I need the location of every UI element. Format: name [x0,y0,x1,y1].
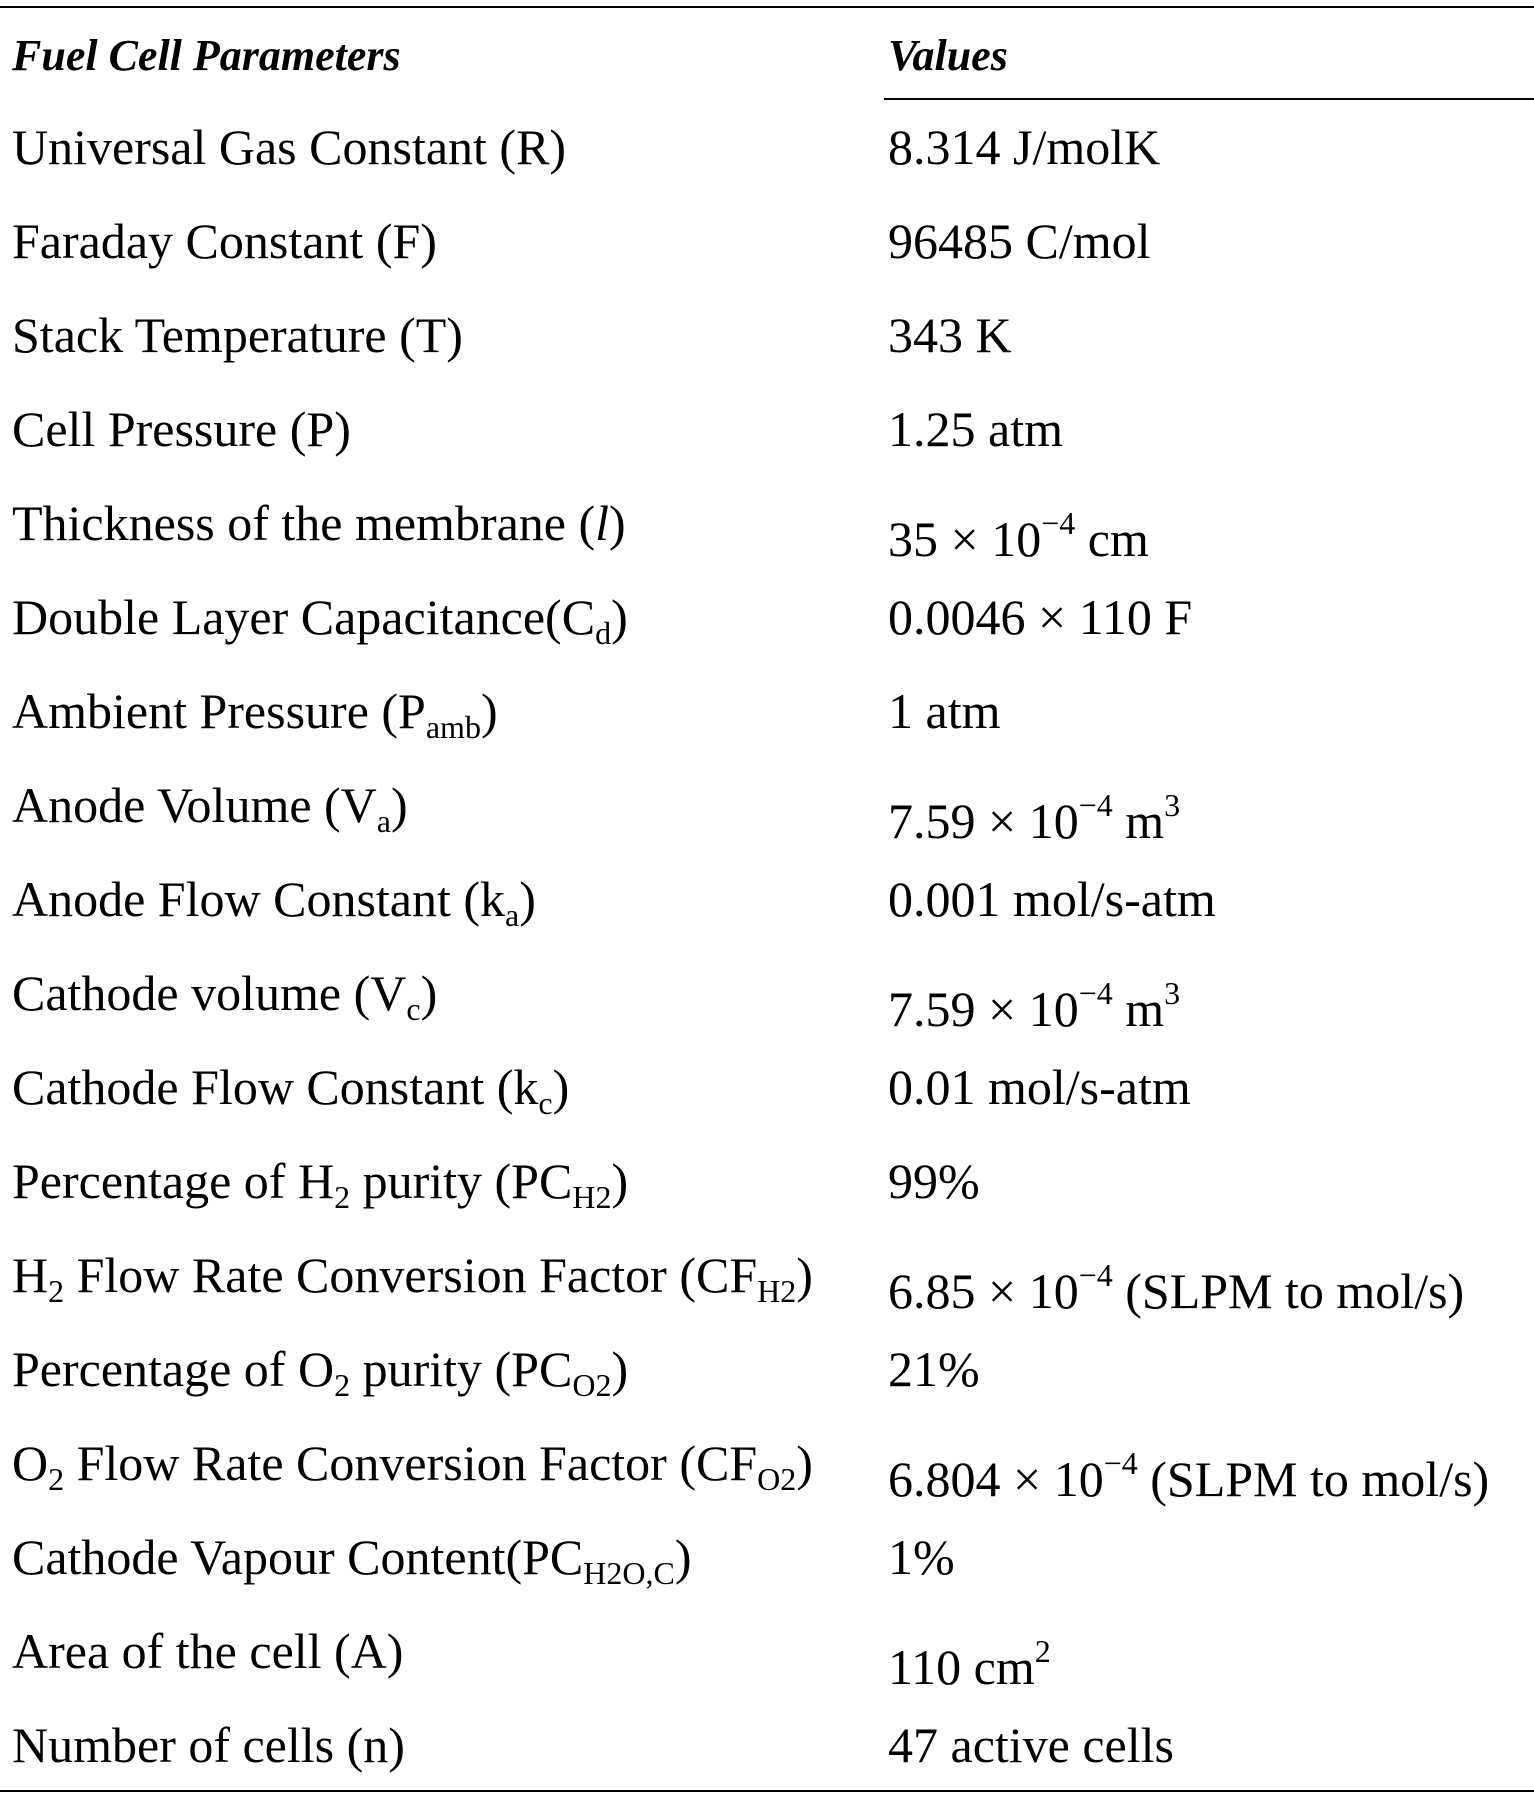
parameter-subscript: 2 [48,1461,65,1497]
value-text: 1 atm [888,683,1001,739]
parameter-subscript: 2 [334,1179,351,1215]
parameter-subscript: d [595,615,612,651]
parameter-text: ) [611,589,628,645]
parameter-text: Anode Flow Constant (k [12,871,506,927]
parameter-text: Flow Rate Conversion Factor (CF [64,1247,758,1303]
parameter-subscript: a [376,803,391,839]
parameter-cell [12,1698,405,1792]
parameter-text: ) [420,965,438,1021]
value-text: 47 active cells [888,1717,1174,1773]
parameter-subscript: 2 [334,1367,351,1403]
value-superscript: −4 [1078,975,1113,1011]
table-row [0,570,1534,664]
table-row [0,382,1534,476]
value-text: 6.85 × 10 [888,1263,1079,1319]
value-text: 21% [888,1341,980,1397]
parameter-text: Cathode Flow Constant (k [12,1059,539,1115]
value-superscript: 2 [1034,1633,1051,1669]
parameter-cell [12,382,351,476]
parameter-subscript: H2O,C [583,1555,675,1591]
value-superscript: 3 [1164,787,1181,823]
value-cell [888,1134,980,1228]
value-text: m [1112,981,1165,1037]
value-text: 0.001 mol/s-atm [888,871,1216,927]
table-row [0,1134,1534,1228]
value-text: 1% [888,1529,955,1585]
parameter-cell [12,476,626,570]
value-text: 96485 C/mol [888,213,1151,269]
parameter-text: Ambient Pressure (P [12,683,426,739]
value-text: 343 K [888,307,1012,363]
table-row [0,476,1534,570]
parameter-text: ) [611,1153,629,1209]
parameter-subscript: H2 [572,1179,612,1215]
parameter-symbol: l [595,495,610,551]
value-text: 1.25 atm [888,401,1063,457]
parameter-subscript: O2 [757,1461,797,1497]
value-superscript: −4 [1041,505,1076,541]
column-header-parameters: Fuel Cell Parameters [12,31,401,80]
parameter-text: Cathode volume (V [12,965,407,1021]
table-row [0,1322,1534,1416]
value-text: 8.314 J/molK [888,119,1161,175]
value-cell [888,1510,955,1604]
value-text: 7.59 × 10 [888,981,1079,1037]
parameter-text: ) [609,495,626,551]
value-cell [888,1040,1191,1134]
parameter-cell [12,288,463,382]
table-row [0,1604,1534,1698]
parameter-text: ) [519,871,536,927]
table-row [0,1228,1534,1322]
column-header-values: Values [888,31,1008,80]
parameter-text: Number of cells (n) [12,1717,405,1773]
table-row [0,1698,1534,1792]
value-text: 0.01 mol/s-atm [888,1059,1191,1115]
parameter-text: ) [674,1529,692,1585]
value-cell [888,288,1012,382]
table-row [0,758,1534,852]
value-text: 6.804 × 10 [888,1451,1104,1507]
value-cell [888,1322,980,1416]
parameter-text: Anode Volume (V [12,777,377,833]
parameter-text: Thickness of the membrane ( [12,495,596,551]
parameter-text: ) [796,1435,813,1491]
parameter-text: purity (PC [350,1341,573,1397]
value-cell [888,194,1151,288]
parameter-text: H [12,1247,49,1303]
parameter-subscript: c [406,991,421,1027]
parameter-text: ) [611,1341,629,1397]
value-text: 99% [888,1153,980,1209]
parameter-text: purity (PC [350,1153,573,1209]
parameter-subscript: 2 [48,1273,65,1309]
parameter-text: Faraday Constant (F) [12,213,437,269]
value-superscript: −4 [1078,1257,1113,1293]
parameter-text: O [12,1435,49,1491]
parameter-text: Double Layer Capacitance(C [12,589,596,645]
value-text: cm [1075,511,1149,567]
parameter-text: Stack Temperature (T) [12,307,463,363]
value-text: 0.0046 × 110 F [888,589,1193,645]
parameter-cell [12,1604,403,1698]
value-cell [888,852,1216,946]
parameter-cell [12,194,437,288]
table-row [0,852,1534,946]
table-row [0,946,1534,1040]
parameter-cell [12,100,566,194]
value-text: (SLPM to mol/s) [1112,1263,1465,1319]
parameter-text: Flow Rate Conversion Factor (CF [64,1435,758,1491]
value-superscript: −4 [1103,1445,1138,1481]
parameter-subscript: c [538,1085,553,1121]
value-text: (SLPM to mol/s) [1137,1451,1490,1507]
table-row [0,1510,1534,1604]
parameter-subscript: a [505,897,520,933]
value-superscript: −4 [1078,787,1113,823]
table-row [0,664,1534,758]
parameter-subscript: O2 [572,1367,612,1403]
value-cell [888,570,1192,664]
table-row [0,1040,1534,1134]
parameter-text: Universal Gas Constant (R) [12,119,567,175]
value-superscript: 3 [1164,975,1181,1011]
parameter-text: Percentage of O [12,1341,335,1397]
parameter-text: ) [391,777,408,833]
value-text: 35 × 10 [888,511,1042,567]
table-row [0,288,1534,382]
parameter-text: ) [552,1059,570,1115]
parameter-text: ) [480,683,498,739]
table-row [0,194,1534,288]
table-row [0,100,1534,194]
table-row [0,1416,1534,1510]
table-top-rule [0,6,1534,8]
parameter-text: ) [796,1247,813,1303]
parameter-subscript: H2 [757,1273,797,1309]
parameter-text: Cathode Vapour Content(PC [12,1529,584,1585]
value-cell [888,100,1160,194]
parameter-text: Cell Pressure (P) [12,401,351,457]
value-cell [888,382,1063,476]
parameter-text: Percentage of H [12,1153,335,1209]
value-text: m [1112,793,1165,849]
value-cell [888,1698,1174,1792]
parameter-text: Area of the cell (A) [12,1623,404,1679]
value-text: 7.59 × 10 [888,793,1079,849]
value-text: 110 cm [888,1639,1035,1695]
value-cell [888,664,1000,758]
parameter-subscript: amb [425,709,481,745]
